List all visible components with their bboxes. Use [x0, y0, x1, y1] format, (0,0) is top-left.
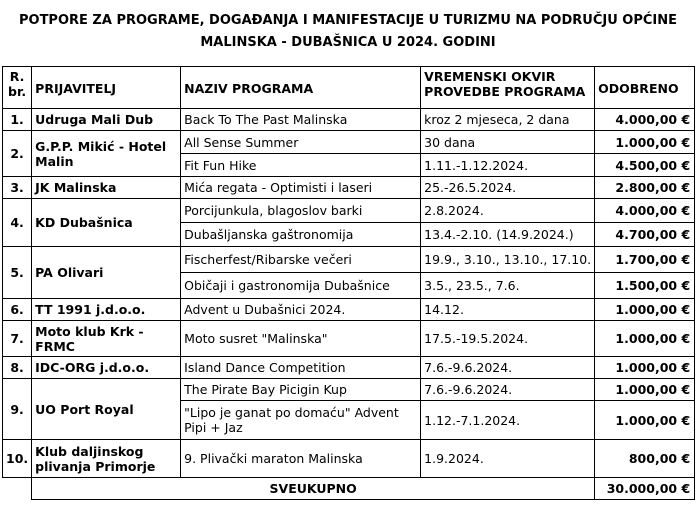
title-line-2: MALINSKA - DUBAŠNICA U 2024. GODINI [200, 35, 496, 50]
total-label: SVEUKUPNO [32, 478, 595, 500]
table-row [3, 199, 695, 223]
approved-amount: 1.000,00 € [595, 321, 695, 357]
table-row [3, 109, 695, 131]
program-name: Fischerfest/Ribarske večeri [181, 247, 421, 273]
time-frame: 2.8.2024. [421, 199, 595, 223]
row-number: 7. [3, 321, 32, 357]
program-name: Običaji i gastronomija Dubašnice [181, 273, 421, 299]
program-name: Mića regata - Optimisti i laseri [181, 177, 421, 199]
document-title [0, 10, 696, 54]
approved-amount: 1.000,00 € [595, 131, 695, 154]
header-naziv: NAZIV PROGRAMA [181, 67, 421, 109]
program-name: "Lipo je ganat po domaću" Advent Pipi + Jaz [181, 401, 421, 440]
title-line-1: POTPORE ZA PROGRAME, DOGAĐANJA I MANIFESTACIJE U TURIZMU NA PODRUČJU OPĆINE [18, 13, 678, 28]
time-frame: 7.6.-9.6.2024. [421, 379, 595, 401]
row-number: 10. [3, 440, 32, 478]
applicant-name: Udruga Mali Dub [32, 109, 181, 131]
time-frame: 1.12.-7.1.2024. [421, 401, 595, 440]
table-row [3, 131, 695, 154]
table-header-row [3, 67, 695, 109]
header-odobreno: ODOBRENO [595, 67, 695, 109]
funding-table [2, 66, 695, 500]
row-number: 4. [3, 199, 32, 247]
time-frame: 19.9., 3.10., 13.10., 17.10. [421, 247, 595, 273]
time-frame: 1.11.-1.12.2024. [421, 154, 595, 177]
program-name: Island Dance Competition [181, 357, 421, 379]
table-body [3, 109, 695, 478]
applicant-name: Klub daljinskog plivanja Primorje [32, 440, 181, 478]
time-frame: 13.4.-2.10. (14.9.2024.) [421, 223, 595, 247]
program-name: 9. Plivački maraton Malinska [181, 440, 421, 478]
applicant-name: UO Port Royal [32, 379, 181, 440]
time-frame: kroz 2 mjeseca, 2 dana [421, 109, 595, 131]
table-row [3, 357, 695, 379]
time-frame: 30 dana [421, 131, 595, 154]
table-row [3, 440, 695, 478]
row-number: 8. [3, 357, 32, 379]
approved-amount: 1.000,00 € [595, 401, 695, 440]
row-number: 1. [3, 109, 32, 131]
applicant-name: TT 1991 j.d.o.o. [32, 299, 181, 321]
time-frame: 14.12. [421, 299, 595, 321]
total-row [3, 478, 695, 500]
applicant-name: G.P.P. Mikić - Hotel Malin [32, 131, 181, 177]
row-number: 2. [3, 131, 32, 177]
applicant-name: Moto klub Krk - FRMC [32, 321, 181, 357]
program-name: Back To The Past Malinska [181, 109, 421, 131]
time-frame: 17.5.-19.5.2024. [421, 321, 595, 357]
approved-amount: 4.700,00 € [595, 223, 695, 247]
applicant-name: KD Dubašnica [32, 199, 181, 247]
time-frame: 7.6.-9.6.2024. [421, 357, 595, 379]
program-name: Dubašljanska gaštronomija [181, 223, 421, 247]
program-name: The Pirate Bay Picigin Kup [181, 379, 421, 401]
applicant-name: PA Olivari [32, 247, 181, 299]
table-row [3, 247, 695, 273]
time-frame: 3.5., 23.5., 7.6. [421, 273, 595, 299]
approved-amount: 2.800,00 € [595, 177, 695, 199]
approved-amount: 1.700,00 € [595, 247, 695, 273]
row-number: 5. [3, 247, 32, 299]
header-prijavitelj: PRIJAVITELJ [32, 67, 181, 109]
approved-amount: 4.500,00 € [595, 154, 695, 177]
program-name: Advent u Dubašnici 2024. [181, 299, 421, 321]
program-name: Fit Fun Hike [181, 154, 421, 177]
row-number: 6. [3, 299, 32, 321]
total-spacer [3, 478, 32, 500]
row-number: 3. [3, 177, 32, 199]
approved-amount: 1.000,00 € [595, 379, 695, 401]
row-number: 9. [3, 379, 32, 440]
approved-amount: 800,00 € [595, 440, 695, 478]
applicant-name: JK Malinska [32, 177, 181, 199]
time-frame: 1.9.2024. [421, 440, 595, 478]
total-amount: 30.000,00 € [595, 478, 695, 500]
time-frame: 25.-26.5.2024. [421, 177, 595, 199]
applicant-name: IDC-ORG j.d.o.o. [32, 357, 181, 379]
program-name: All Sense Summer [181, 131, 421, 154]
header-vremenski: VREMENSKI OKVIR PROVEDBE PROGRAMA [421, 67, 595, 109]
approved-amount: 1.000,00 € [595, 299, 695, 321]
header-rbr: R. br. [3, 67, 32, 109]
approved-amount: 1.500,00 € [595, 273, 695, 299]
table-row [3, 299, 695, 321]
table-row [3, 177, 695, 199]
table-row [3, 379, 695, 401]
program-name: Moto susret "Malinska" [181, 321, 421, 357]
approved-amount: 1.000,00 € [595, 357, 695, 379]
approved-amount: 4.000,00 € [595, 199, 695, 223]
program-name: Porcijunkula, blagoslov barki [181, 199, 421, 223]
table-row [3, 321, 695, 357]
approved-amount: 4.000,00 € [595, 109, 695, 131]
